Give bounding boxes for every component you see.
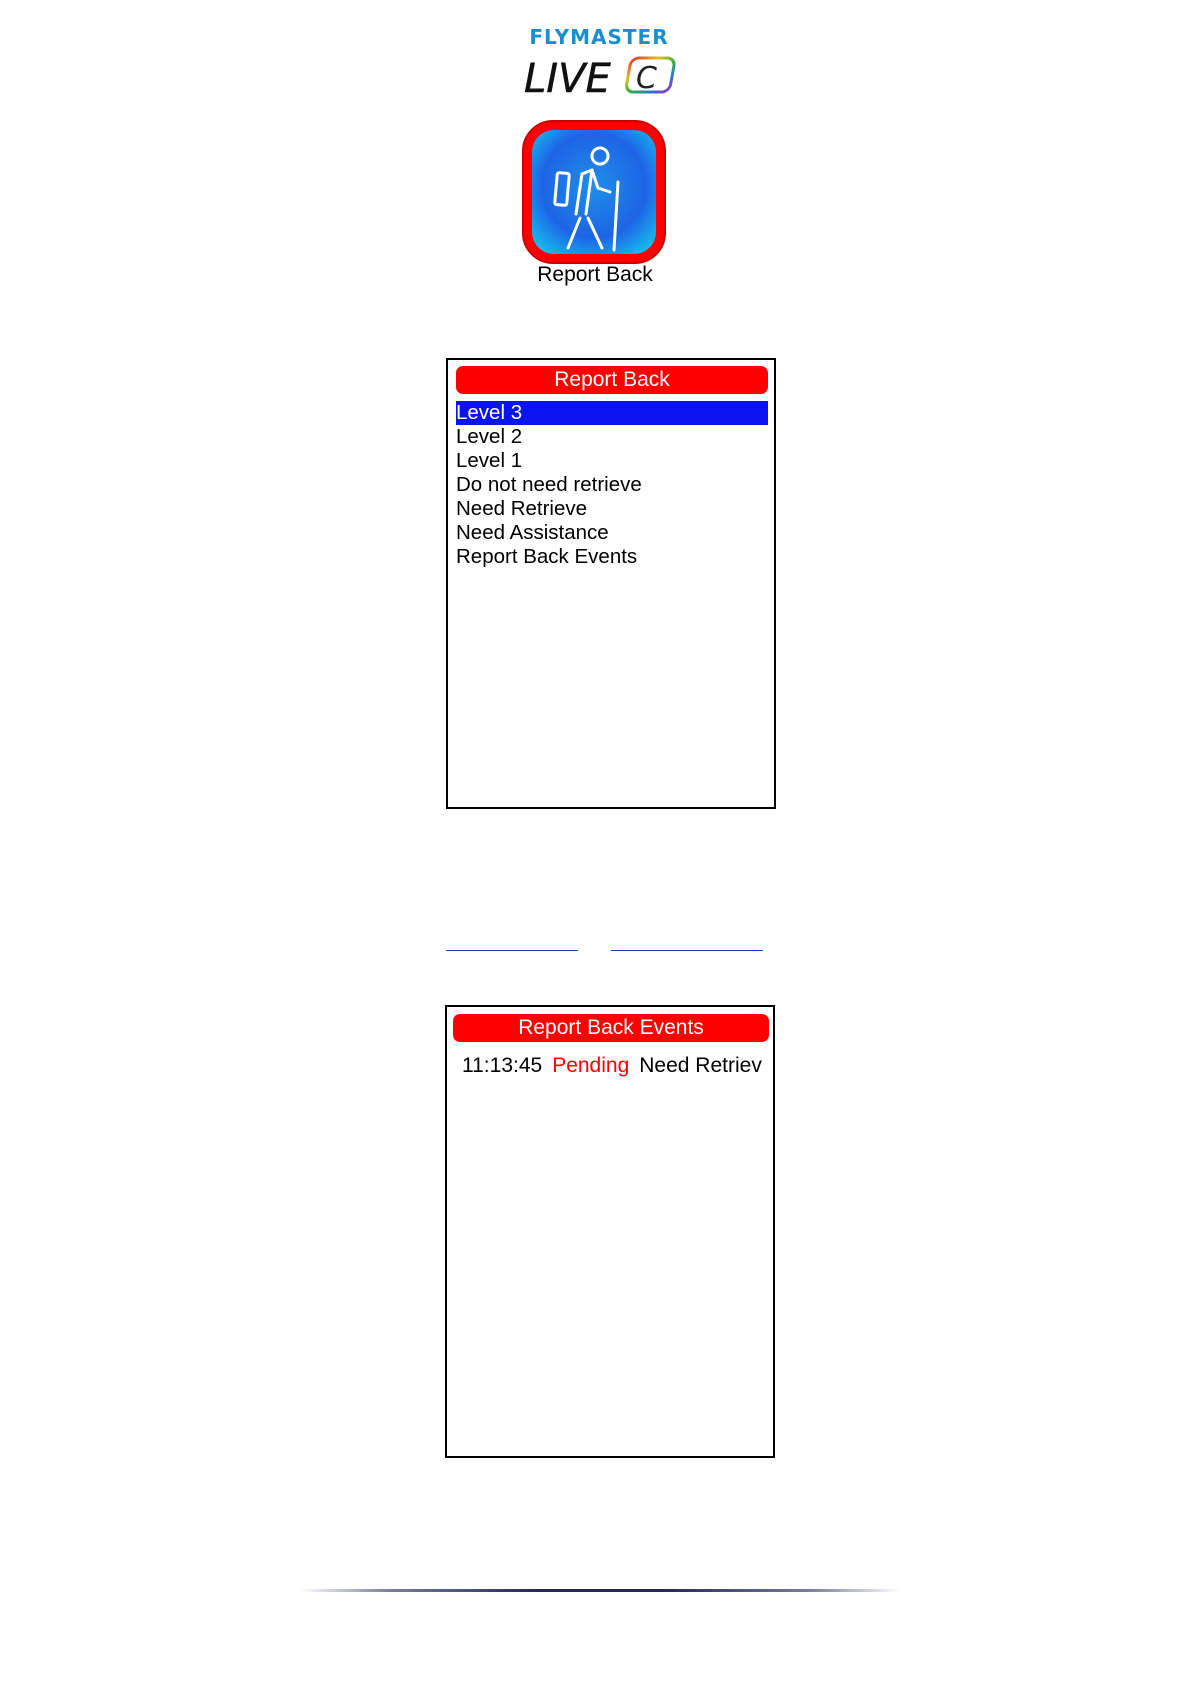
event-status: Pending xyxy=(552,1054,630,1077)
report-back-events-screen xyxy=(445,1005,775,1458)
report-back-app-icon[interactable] xyxy=(520,118,668,266)
screen-title-bar: Report Back xyxy=(456,366,768,394)
logo-product-text: LIVE xyxy=(524,56,611,98)
logo-brand-text: FLYMASTER xyxy=(529,25,669,49)
hiker-icon xyxy=(520,118,668,266)
report-back-menu xyxy=(456,401,768,569)
flymaster-live-logo xyxy=(522,26,676,98)
logo-live-c-mark xyxy=(522,54,676,98)
app-icon-label: Report Back xyxy=(537,263,653,286)
menu-item-level-2[interactable]: Level 2 xyxy=(456,425,523,448)
menu-item-level-3[interactable]: Level 3 xyxy=(456,401,768,425)
logo-product-suffix: C xyxy=(636,61,657,96)
footer-divider xyxy=(300,1589,900,1592)
event-text: Need Retriev xyxy=(639,1054,762,1077)
menu-item-report-back-events[interactable]: Report Back Events xyxy=(456,545,638,568)
hyperlink-underline[interactable] xyxy=(611,950,763,951)
hyperlink-underline[interactable] xyxy=(446,950,578,951)
menu-item-do-not-need-retrieve[interactable]: Do not need retrieve xyxy=(456,473,642,496)
event-time: 11:13:45 xyxy=(462,1054,543,1077)
event-row[interactable] xyxy=(462,1052,762,1080)
menu-item-level-1[interactable]: Level 1 xyxy=(456,449,523,472)
screen-title-bar: Report Back Events xyxy=(453,1014,769,1042)
menu-item-need-assistance[interactable]: Need Assistance xyxy=(456,521,609,544)
menu-item-need-retrieve[interactable]: Need Retrieve xyxy=(456,497,588,520)
report-back-menu-screen xyxy=(446,358,776,809)
